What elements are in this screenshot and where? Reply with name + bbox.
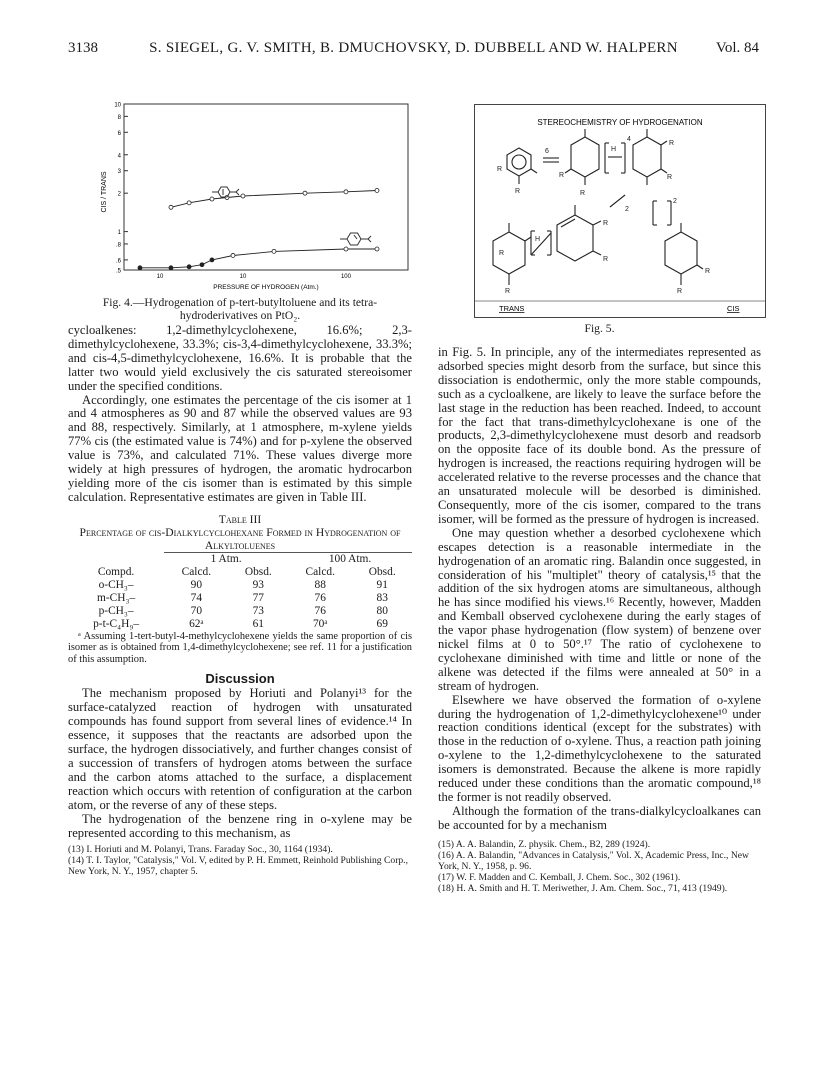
data-point <box>210 258 214 262</box>
table-header-row <box>68 566 412 579</box>
running-header <box>68 40 759 60</box>
table-cell: 90 <box>190 578 203 591</box>
reference-17: (17) W. F. Madden and C. Kemball, J. Chem. Soc., 302 (1961). <box>438 871 681 883</box>
paragraph-o-xylene: Elsewhere we have observed the formation of o-xylene during the hydrogenation of 1,2-dimethylcyclohexene¹⁰ under reaction conditions identical (except for the substrates) with those in the reduction of o-xylene. Thus, a reaction path joining o-xylene to the 1,2-dimethylcyclohexene to the saturated isomers is demonstrated. Because the alkene is more rapidly reduced under these conditions than the aromatic compound,¹⁸ the former is not readily observed. <box>438 692 761 804</box>
right-footnotes <box>438 839 761 894</box>
r-label: R <box>505 288 511 295</box>
y-tick-label: .6 <box>115 258 121 265</box>
y-tick-label: 6 <box>117 130 121 137</box>
y-tick-label: 2 <box>117 191 121 198</box>
table-3-label: Table III <box>218 512 262 526</box>
r-label: R <box>667 174 673 181</box>
data-point <box>187 265 191 269</box>
table-cell: 80 <box>376 604 388 617</box>
left-column <box>68 324 412 877</box>
data-point <box>231 253 235 257</box>
r-label: R <box>515 188 521 195</box>
table-cell: 76 <box>314 591 326 604</box>
bracket-h2 <box>653 201 671 225</box>
table-cell: 91 <box>376 578 388 591</box>
paragraph-intermediates: in Fig. 5. In principle, any of the intermediates represented as adsorbed species might desorb from the surface, but since this dissociation is endothermic, only the more stable compounds, such as a cycloalkene, are likely to leave the surface before the last stage in the reduction has been reached. Indeed, to account for the fact that trans-dimethylcyclohexane is one of the products, 2,3-dimethylcyclohexene must desorb and readsorb on the opposite face of its double bond. As the pressure of hydrogen is increased, the reactions requiring hydrogen will be accelerated relative to the reverse processes and the chance that an unsaturated molecule will be desorbed is diminished. Consequently, more of the cis isomer, compared to the trans isomer, will be formed as the pressure of hydrogen is increased. <box>438 345 761 526</box>
table-cell: 61 <box>252 617 264 630</box>
r-label: R <box>677 288 683 295</box>
tetrahydro-molecule-lower <box>340 233 371 245</box>
y-tick-label: 4 <box>117 153 121 160</box>
reference-13: (13) I. Horiuti and M. Polanyi, Trans. Faraday Soc., 30, 1164 (1934). <box>68 844 333 856</box>
table-cell: 77 <box>252 591 264 604</box>
data-point <box>187 201 191 205</box>
data-point <box>375 247 379 251</box>
step-label-4: 4 <box>627 136 631 143</box>
data-point <box>169 205 173 209</box>
x-tick-label: 100 <box>340 274 351 280</box>
figure-5-title: STEREOCHEMISTRY OF HYDROGENATION <box>537 118 703 127</box>
data-point <box>344 190 348 194</box>
paragraph-benzene-ring: The hydrogenation of the benzene ring in o-xylene may be represented according to this mechanism, as <box>68 811 412 840</box>
col-header: Obsd. <box>244 565 272 578</box>
paragraph-desorbed-cyclohexene: One may question whether a desorbed cyclohexene which escapes detection is a reasonable intermediate in the hydrogenation of an aromatic ring. Balandin once suggested, in consideration of his "multiplet" theory of catalysis,¹⁵ that the addition of the six hydrogen atoms are simultaneous, although he has since modified his views.¹⁶ Recently, however, Madden and Kemball observed cyclohexene during the early stages of the vapor phase hydrogenation (flow system) of benzene over nickel films at 0 to 50°.¹⁷ The ratio of cyclohexene to cyclohexane diminished with time and little or none of the alkene was detected if the films were annealed at 50° in a stream of hydrogen. <box>438 525 761 693</box>
step-label-6: 6 <box>545 148 549 155</box>
r-label: R <box>669 140 675 147</box>
section-heading-discussion: Discussion <box>205 670 275 686</box>
table-cell: o-CH₃– <box>98 578 134 591</box>
data-point <box>200 263 204 267</box>
table-3-grid <box>68 552 412 631</box>
reference-18: (18) H. A. Smith and H. T. Meriwether, J. Am. Chem. Soc., 71, 413 (1949). <box>438 882 728 894</box>
tetrahydro-molecule-upper <box>212 187 239 197</box>
table-row <box>68 592 412 605</box>
table-cell: 73 <box>252 604 264 617</box>
y-tick-label: 10 <box>114 102 121 109</box>
y-tick-label: 3 <box>117 169 121 176</box>
r-label: R <box>580 190 586 197</box>
table-3-title: Percentage of cis-Dialkylcyclohexane Formed in Hydrogenation of Alkyltoluenes <box>79 525 401 552</box>
figure-5-diagram <box>475 105 765 317</box>
r-label: R <box>603 220 609 227</box>
table-cell: 70 <box>190 604 203 617</box>
col-header: Calcd. <box>305 565 335 578</box>
table-3-footnote: ᵃ Assuming 1-tert-butyl-4-methylcyclohexene yields the same proportion of cis isomer as is obtained from 1,4-dimethylcyclohexene; see ref. 11 for a justification of this assumption. <box>68 630 412 665</box>
bracket-h-middle <box>531 231 551 255</box>
table-cell: 69 <box>376 617 388 630</box>
table-cell: p-CH₃– <box>98 604 134 617</box>
paragraph-mechanism: The mechanism proposed by Horiuti and Polanyi¹³ for the surface-catalyzed reaction of hydrogen with unsaturated compounds has found support from several lines of evidence.¹⁴ In essence, it supposes that the reactants are adsorbed upon the surface, the hydrogen dissociatively, and further changes consist of a succession of transfers of hydrogen atoms between the surface and the carbon atoms attached to the surface, a displacement reaction which occurs with retention of configuration at the carbon atom, or the reverse of any of these steps. <box>68 686 412 812</box>
table-cell: 76 <box>314 604 326 617</box>
reference-14: (14) T. I. Taylor, "Catalysis," Vol. V, edited by P. H. Emmett, Reinhold Publishing Corp., New York, N. Y., 1957, chapter 5. <box>68 855 408 878</box>
reference-15: (15) A. A. Balandin, Z. physik. Chem., B2, 289 (1924). <box>438 838 651 850</box>
h-label: H <box>535 236 541 243</box>
r-label: R <box>559 172 565 179</box>
adsorbed-ring-1 <box>565 129 599 185</box>
table-3 <box>68 513 412 666</box>
trans-label: TRANS <box>499 304 525 313</box>
x-tick-label: 10 <box>156 274 164 280</box>
data-point <box>138 266 142 270</box>
plot-frame <box>124 104 408 270</box>
data-point <box>169 266 173 270</box>
page-number: 3138 <box>68 40 98 56</box>
r-label: R <box>499 250 505 257</box>
r-label: R <box>705 268 711 275</box>
figure-4-caption: Fig. 4.—Hydrogenation of p-tert-butyltoluene and its tetra-hydroderivatives on PtO₂. <box>102 296 378 322</box>
series-line-2 <box>140 249 377 268</box>
reference-16: (16) A. A. Balandin, "Advances in Catalysis," Vol. X, Academic Press, Inc., New York, N. Y., 1958, p. 96. <box>438 849 749 872</box>
cis-product-ring-top <box>633 129 667 185</box>
data-point <box>241 194 245 198</box>
step-label-2: 2 <box>673 198 677 205</box>
cyclohexene-ring <box>557 205 601 261</box>
table-cell: 74 <box>190 591 203 604</box>
right-column <box>438 346 761 894</box>
table-cell: 62ᵃ <box>189 617 204 630</box>
data-point <box>272 249 276 253</box>
figure-5-box <box>474 104 766 318</box>
group-header-100-atm: 100 Atm. <box>288 552 412 566</box>
cis-ring <box>665 223 703 285</box>
table-group-header-row <box>68 552 412 566</box>
table-row <box>68 579 412 592</box>
table-cell: 93 <box>252 578 264 591</box>
figure-4-chart <box>100 100 414 292</box>
data-point <box>210 197 214 201</box>
y-tick-label: .8 <box>115 242 121 249</box>
paragraph-trans-dialkyl: Although the formation of the trans-dialkylcycloalkanes can be accounted for by a mechanism <box>438 803 761 832</box>
r-label: R <box>603 256 609 263</box>
y-axis-label: CIS / TRANS <box>101 171 108 213</box>
y-tick-label: .5 <box>115 268 121 275</box>
table-cell: 83 <box>376 591 388 604</box>
x-axis-label: PRESSURE OF HYDROGEN (Atm.) <box>213 284 319 291</box>
col-header: Calcd. <box>181 565 212 578</box>
left-footnotes <box>68 844 412 877</box>
group-header-1-atm: 1 Atm. <box>164 552 288 566</box>
h-label: H <box>611 146 617 153</box>
data-point <box>375 188 379 192</box>
table-cell: m-CH₃– <box>97 591 136 604</box>
author-line: S. SIEGEL, G. V. SMITH, B. DMUCHOVSKY, D. DUBBELL AND W. HALPERN <box>149 40 678 56</box>
y-tick-label: 1 <box>117 230 121 237</box>
col-header: Obsd. <box>368 565 396 578</box>
benzene-ring <box>507 148 537 184</box>
volume-label: Vol. 84 <box>715 40 759 56</box>
table-cell: 88 <box>314 578 326 591</box>
figure-5-caption: Fig. 5. <box>584 322 615 335</box>
paragraph-estimates: Accordingly, one estimates the percentage of the cis isomer at 1 and 4 atmospheres as 90 and 87 while the observed values are 93 and 88, respectively. Similarly, at 1 atmosphere, m-xylene yields 77% cis (the estimated value is 74%) and for p-xylene the observed value is 73%, and calculated 71%. These values diverge more widely at high pressures of hydrogen, the aromatic hydrocarbon yielding more of the cis isomer than is estimated by this simple calculation. Representative estimates are given in Table III. <box>68 392 412 504</box>
cis-label: CIS <box>727 304 740 313</box>
paragraph-cycloalkenes: cycloalkenes: 1,2-dimethylcyclohexene, 16.6%; 2,3-dimethylcyclohexene, 33.3%; cis-3,4-dimethylcyclohexene, 33.3%; and cis-4,5-dimethylcyclohexene, 16.6%. It is probable that the latter two would yield exclusively the cis saturated stereoisomer under the specified conditions. <box>68 323 412 393</box>
table-cell: 70ᵃ <box>312 617 328 630</box>
table-row <box>68 618 412 631</box>
col-header: Compd. <box>97 565 135 578</box>
y-tick-label: 8 <box>117 114 121 121</box>
table-cell: p-t-C₄H₉– <box>93 617 140 630</box>
step-label-2: 2 <box>625 206 629 213</box>
data-point <box>303 191 307 195</box>
table-row <box>68 605 412 618</box>
data-point <box>344 247 348 251</box>
x-tick-label: 10 <box>239 274 247 280</box>
r-label: R <box>497 166 503 173</box>
